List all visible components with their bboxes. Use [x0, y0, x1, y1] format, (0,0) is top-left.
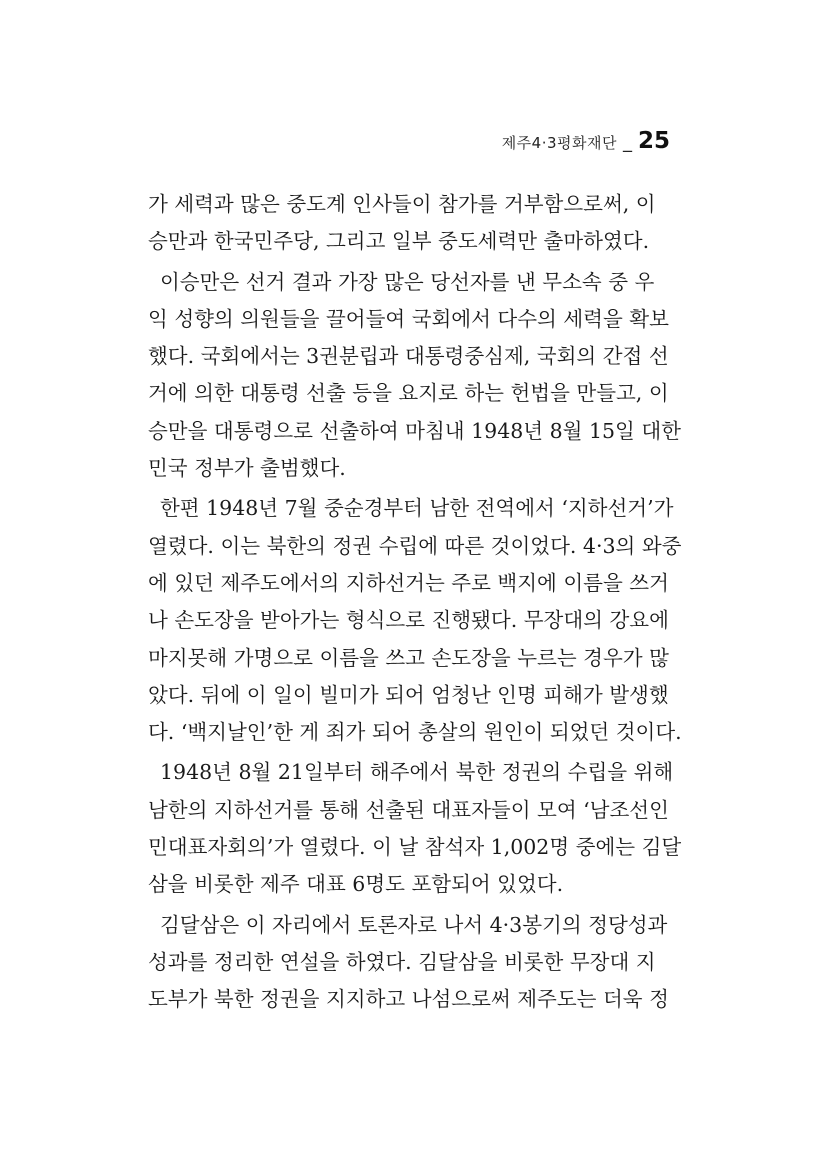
text-line-content: 이승만은 선거 결과 가장 많은 당선자를 낸 무소속 중 우 [160, 269, 655, 294]
text-line [148, 829, 682, 866]
text-line [148, 223, 674, 260]
text-line-content: 열렸다. 이는 북한의 정권 수립에 따른 것이었다. 4·3의 와중 [148, 533, 682, 558]
text-line-content: 남한의 지하선거를 통해 선출된 대표자들이 모여 ‘남조선인 [148, 797, 669, 822]
text-line-content: 했다. 국회에서는 3권분립과 대통령중심제, 국회의 간접 선 [148, 344, 669, 369]
text-line [148, 565, 674, 602]
paragraph [148, 264, 681, 488]
text-line-content: 승만과 한국민주당, 그리고 일부 중도세력만 출마하였다. [148, 229, 650, 254]
paragraph [148, 907, 674, 1019]
paragraph [148, 490, 682, 751]
header-title: 제주4·3평화재단 [501, 134, 617, 152]
paragraph [148, 186, 674, 261]
text-line [148, 677, 674, 714]
text-line [148, 528, 682, 565]
text-line [148, 754, 674, 791]
text-line-content: 김달삼은 이 자리에서 토론자로 나서 4·3봉기의 정당성과 [160, 912, 668, 937]
text-line [148, 944, 674, 981]
text-line [148, 490, 674, 527]
text-line-content: 았다. 뒤에 이 일이 빌미가 되어 엄청난 인명 피해가 발생했 [148, 682, 669, 707]
text-line-content: 가 세력과 많은 중도계 인사들이 참가를 거부함으로써, 이 [148, 192, 656, 216]
text-line-content: 성과를 정리한 연설을 하였다. 김달삼을 비롯한 무장대 지 [148, 949, 656, 974]
page-number: 25 [637, 128, 670, 154]
text-line-content: 도부가 북한 정권을 지지하고 나섬으로써 제주도는 더욱 정 [148, 987, 669, 1012]
text-line-content: 민대표자회의’가 열렸다. 이 날 참석자 1,002명 중에는 김달 [148, 835, 682, 860]
text-line [148, 714, 682, 751]
text-line-content: 민국 정부가 출범했다. [148, 456, 346, 481]
text-line [148, 186, 674, 223]
text-line [148, 981, 674, 1018]
text-line [148, 338, 674, 375]
text-line-content: 1948년 8월 21일부터 해주에서 북한 정권의 수립을 위해 [160, 760, 674, 785]
text-line [148, 301, 674, 338]
text-line-content: 한편 1948년 7월 중순경부터 남한 전역에서 ‘지하선거’가 [160, 496, 674, 521]
text-line-content: 삼을 비롯한 제주 대표 6명도 포함되어 있었다. [148, 872, 564, 897]
text-line [148, 450, 674, 487]
text-line [148, 375, 674, 412]
running-header [502, 128, 670, 154]
header-separator: _ [622, 132, 632, 153]
text-line [148, 413, 681, 450]
text-line [148, 792, 674, 829]
text-line-content: 마지못해 가명으로 이름을 쓰고 손도장을 누르는 경우가 많 [148, 645, 669, 670]
text-line [148, 907, 674, 944]
text-line-content: 나 손도장을 받아가는 형식으로 진행됐다. 무장대의 강요에 [148, 608, 669, 633]
text-line-content: 에 있던 제주도에서의 지하선거는 주로 백지에 이름을 쓰거 [148, 570, 669, 595]
text-line [148, 264, 674, 301]
paragraph [148, 754, 682, 903]
text-line-content: 승만을 대통령으로 선출하여 마침내 1948년 8월 15일 대한 [148, 418, 681, 443]
text-line [148, 640, 674, 677]
text-line [148, 866, 674, 903]
text-line-content: 다. ‘백지날인’한 게 죄가 되어 총살의 원인이 되었던 것이다. [148, 720, 682, 745]
text-line [148, 602, 674, 639]
text-line-content: 거에 의한 대통령 선출 등을 요지로 하는 헌법을 만들고, 이 [148, 381, 669, 406]
text-line-content: 익 성향의 의원들을 끌어들여 국회에서 다수의 세력을 확보 [148, 306, 669, 331]
body-text [148, 186, 682, 1019]
